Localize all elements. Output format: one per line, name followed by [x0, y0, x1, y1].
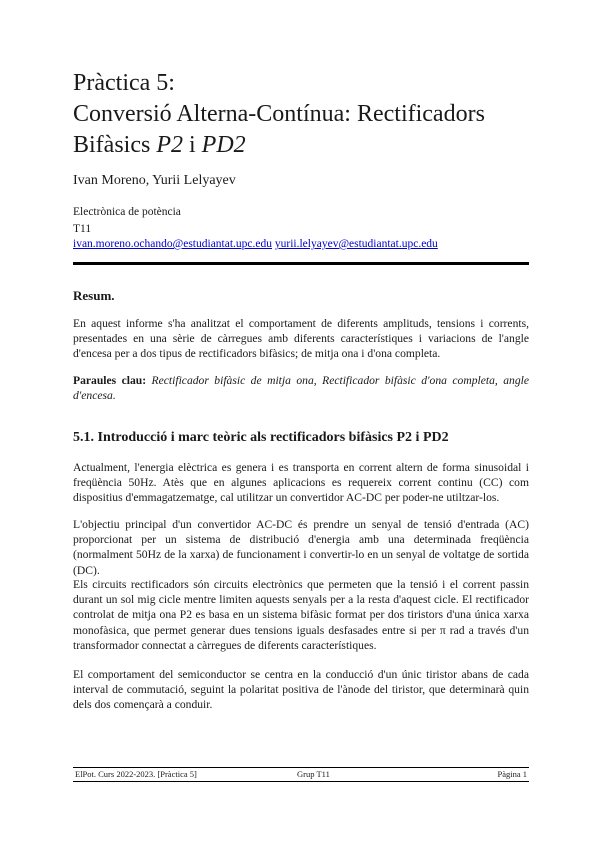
body-paragraph-3: Els circuits rectificadors són circuits electrònics que permeten que la tensió i el corrent passin durant un sol mig cicle mentre limiten aquests senyals per a la resta d'aquest cicle. El rectificador controlat de mitja ona P2 es basa en un sistema bifàsic format per dos tiristors d'una única xarxa monofàsica, que permet generar dues tensions iguals desfasades entre si per π rad a través d'un transformador connectat a càrregues de diferents característiques. [73, 578, 529, 652]
title-line-3-pre: Bifàsics [73, 132, 157, 158]
email-link-1[interactable]: ivan.moreno.ochando@estudiantat.upc.edu [73, 238, 273, 250]
header-divider [73, 262, 529, 265]
keywords-text: Rectificador bifàsic de mitja ona, Rectificador bifàsic d'ona completa, angle d'encesa. [73, 374, 529, 403]
title-line-2: Conversió Alterna-Contínua: Rectificadors [73, 101, 485, 127]
course-name: Electrònica de potència [73, 206, 181, 218]
title-p2: P2 [156, 132, 183, 158]
email-link-2[interactable]: yurii.lelyayev@estudiantat.upc.edu [274, 238, 438, 250]
title-line-1: Pràctica 5: [73, 70, 175, 96]
footer-course-label: ElPot. Curs 2022-2023. [Pràctica 5] [75, 769, 197, 779]
body-paragraph-4: El comportament del semiconductor se centra en la conducció d'un únic tiristor abans de cada interval de commutació, seguint la polaritat positiva de l'ànode del tiristor, que determinarà quin dels dos començarà a conduir. [73, 668, 529, 712]
footer-group-label: Grup T11 [297, 769, 330, 779]
email-line [73, 238, 438, 250]
section-heading: 5.1. Introducció i marc teòric als rectificadors bifàsics P2 i PD2 [73, 430, 449, 445]
abstract-text: En aquest informe s'ha analitzat el comportament de diferents amplituds, tensions i corrents, presentades en una sèrie de càrregues amb diferents característiques i variacions de l'angle d'encesa per a dos tipus de rectificadors bifàsics; de mitja ona i d'ona completa. [73, 317, 529, 361]
keywords-label: Paraules clau: [73, 374, 147, 387]
title-line-3-mid: i [183, 132, 202, 158]
abstract-heading: Resum. [73, 288, 115, 303]
authors: Ivan Moreno, Yurii Lelyayev [73, 173, 236, 188]
page-footer [73, 767, 529, 782]
title-pd2: PD2 [201, 132, 246, 158]
body-paragraph-2: L'objectiu principal d'un convertidor AC-DC és prendre un senyal de tensió d'entrada (AC) proporcionat per un sistema de distribució d'energia amb una determinada freqüència (normalment 50Hz de la xarxa) de funcionament i convertir-lo en un senyal de voltatge de sortida (DC). [73, 518, 529, 577]
title-line-3 [73, 130, 533, 161]
body-paragraph-1: Actualment, l'energia elèctrica es genera i es transporta en corrent altern de forma sinusoidal i freqüència 50Hz. Atès que en algunes aplicacions es requereix corrent continu (CC) com dispositius d'emmagatzematge, cal utilitzar un convertidor AC-DC per poder-ne utiltzar-los. [73, 461, 529, 505]
footer-page-number: Pàgina 1 [497, 769, 527, 779]
keywords [73, 373, 529, 403]
group-id: T11 [73, 223, 92, 235]
paper-title [73, 68, 533, 161]
